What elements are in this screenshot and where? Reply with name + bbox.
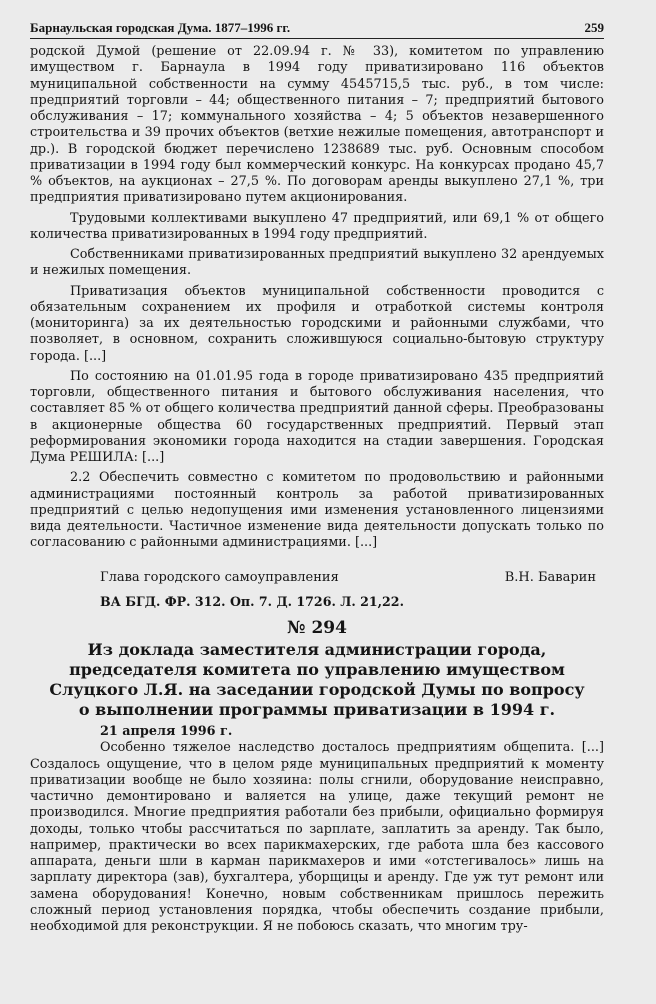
document-title-line: председателя комитета по управлению имуществом: [69, 660, 565, 679]
paragraph-continuation: родской Думой (решение от 22.09.94 г. № 33), комитетом по управлению имуществом г. Барнаула в 1994 году приватизировано 116 объектов муниципальной собственности на сумму 4545715,5 тыс. руб., в том числе: предприятий торговли – 44; общественного питания – 7; предприятий бытового обслуживания – 17; коммунального хозяйства – 4; 5 объектов незавершенного строительства и 39 прочих объектов (ветхие нежилые помещения, автотранспорт и др.). В городской бюджет перечислено 1238689 тыс. руб. Основным способом приватизации в 1994 году был коммерческий конкурс. На конкурсах продано 45,7 % объектов, на аукционах – 27,5 %. По договорам аренды выкуплено 27,1 %, три предприятия приватизировано путем акционирования.: [30, 44, 604, 206]
signature-position: Глава городского самоуправления: [100, 569, 339, 585]
document-date: 21 апреля 1996 г.: [100, 724, 233, 739]
paragraph-decision: 2.2 Обеспечить совместно с комитетом по продовольствию и районными администрациями постоянный контроль за работой приватизированных предприятий с целью недопущения ими изменения установленного лицензиями вида деятельности. Частичное изменение вида деятельности допускать только по согласованию с районными администрациями. [...]: [30, 470, 604, 551]
document-title: [30, 640, 604, 720]
document-number: № 294: [287, 618, 347, 638]
running-header: [30, 14, 604, 39]
paragraph: Трудовыми коллективами выкуплено 47 предприятий, или 69,1 % от общего количества приватизированных в 1994 году предприятий.: [30, 210, 604, 242]
paragraph: Собственниками приватизированных предприятий выкуплено 32 арендуемых и нежилых помещения.: [30, 247, 604, 279]
paragraph: По состоянию на 01.01.95 года в городе приватизировано 435 предприятий торговли, общественного питания и бытового обслуживания населения, что составляет 85 % от общего количества предприятий данной сферы. Преобразованы в акционерные общества 60 государственных предприятий. Первый этап реформирования экономики города находится на стадии завершения. Городская Дума РЕШИЛА: [...]: [30, 368, 604, 465]
document-title-line: Из доклада заместителя администрации города,: [87, 640, 547, 659]
paragraph: Приватизация объектов муниципальной собственности проводится с обязательным сохранением их профиля и отработкой системы контроля (мониторинга) за их деятельностью городскими и районными службами, что позволяет, в основном, сохранить сложившуюся социально-бытовую структуру города. [...]: [30, 283, 604, 364]
running-title: Барнаульская городская Дума. 1877–1996 гг.: [30, 20, 291, 35]
signature-block: [30, 570, 604, 586]
document-title-line: о выполнении программы приватизации в 1994 г.: [78, 700, 556, 719]
signature-name: В.Н. Баварин: [504, 569, 596, 585]
page-content: [30, 44, 604, 935]
archive-reference: ВА БГД. ФР. 312. Оп. 7. Д. 1726. Л. 21,22.: [100, 593, 404, 609]
page-number: 259: [584, 20, 604, 35]
document-body: Особенно тяжелое наследство досталось предприятиям общепита. [...] Создалось ощущение, что в целом ряде муниципальных предприятий к моменту приватизации вообще не было хозяина: полы сгнили, оборудование неисправно, частично демонтировано и валяется на улице, даже текущий ремонт не производился. Многие предприятия работали без прибыли, официально формируя доходы, только чтобы рассчитаться по зарплате, заплатить за аренду. Так было, например, практически во всех парикмахерских, где работа шла без кассового аппарата, деньги шли в карман парикмахеров и ими «отстегивалось» лишь на зарплату директора (зав), бухгалтера, уборщицы и аренду. Где уж тут ремонт или замена оборудования! Конечно, новым собственникам пришлось пережить сложный период установления порядка, чтобы обеспечить создание прибыли, необходимой для реконструкции. Я не побоюсь сказать, что многим тру-: [30, 740, 604, 934]
document-title-line: Слуцкого Л.Я. на заседании городской Думы по вопросу: [49, 680, 585, 699]
